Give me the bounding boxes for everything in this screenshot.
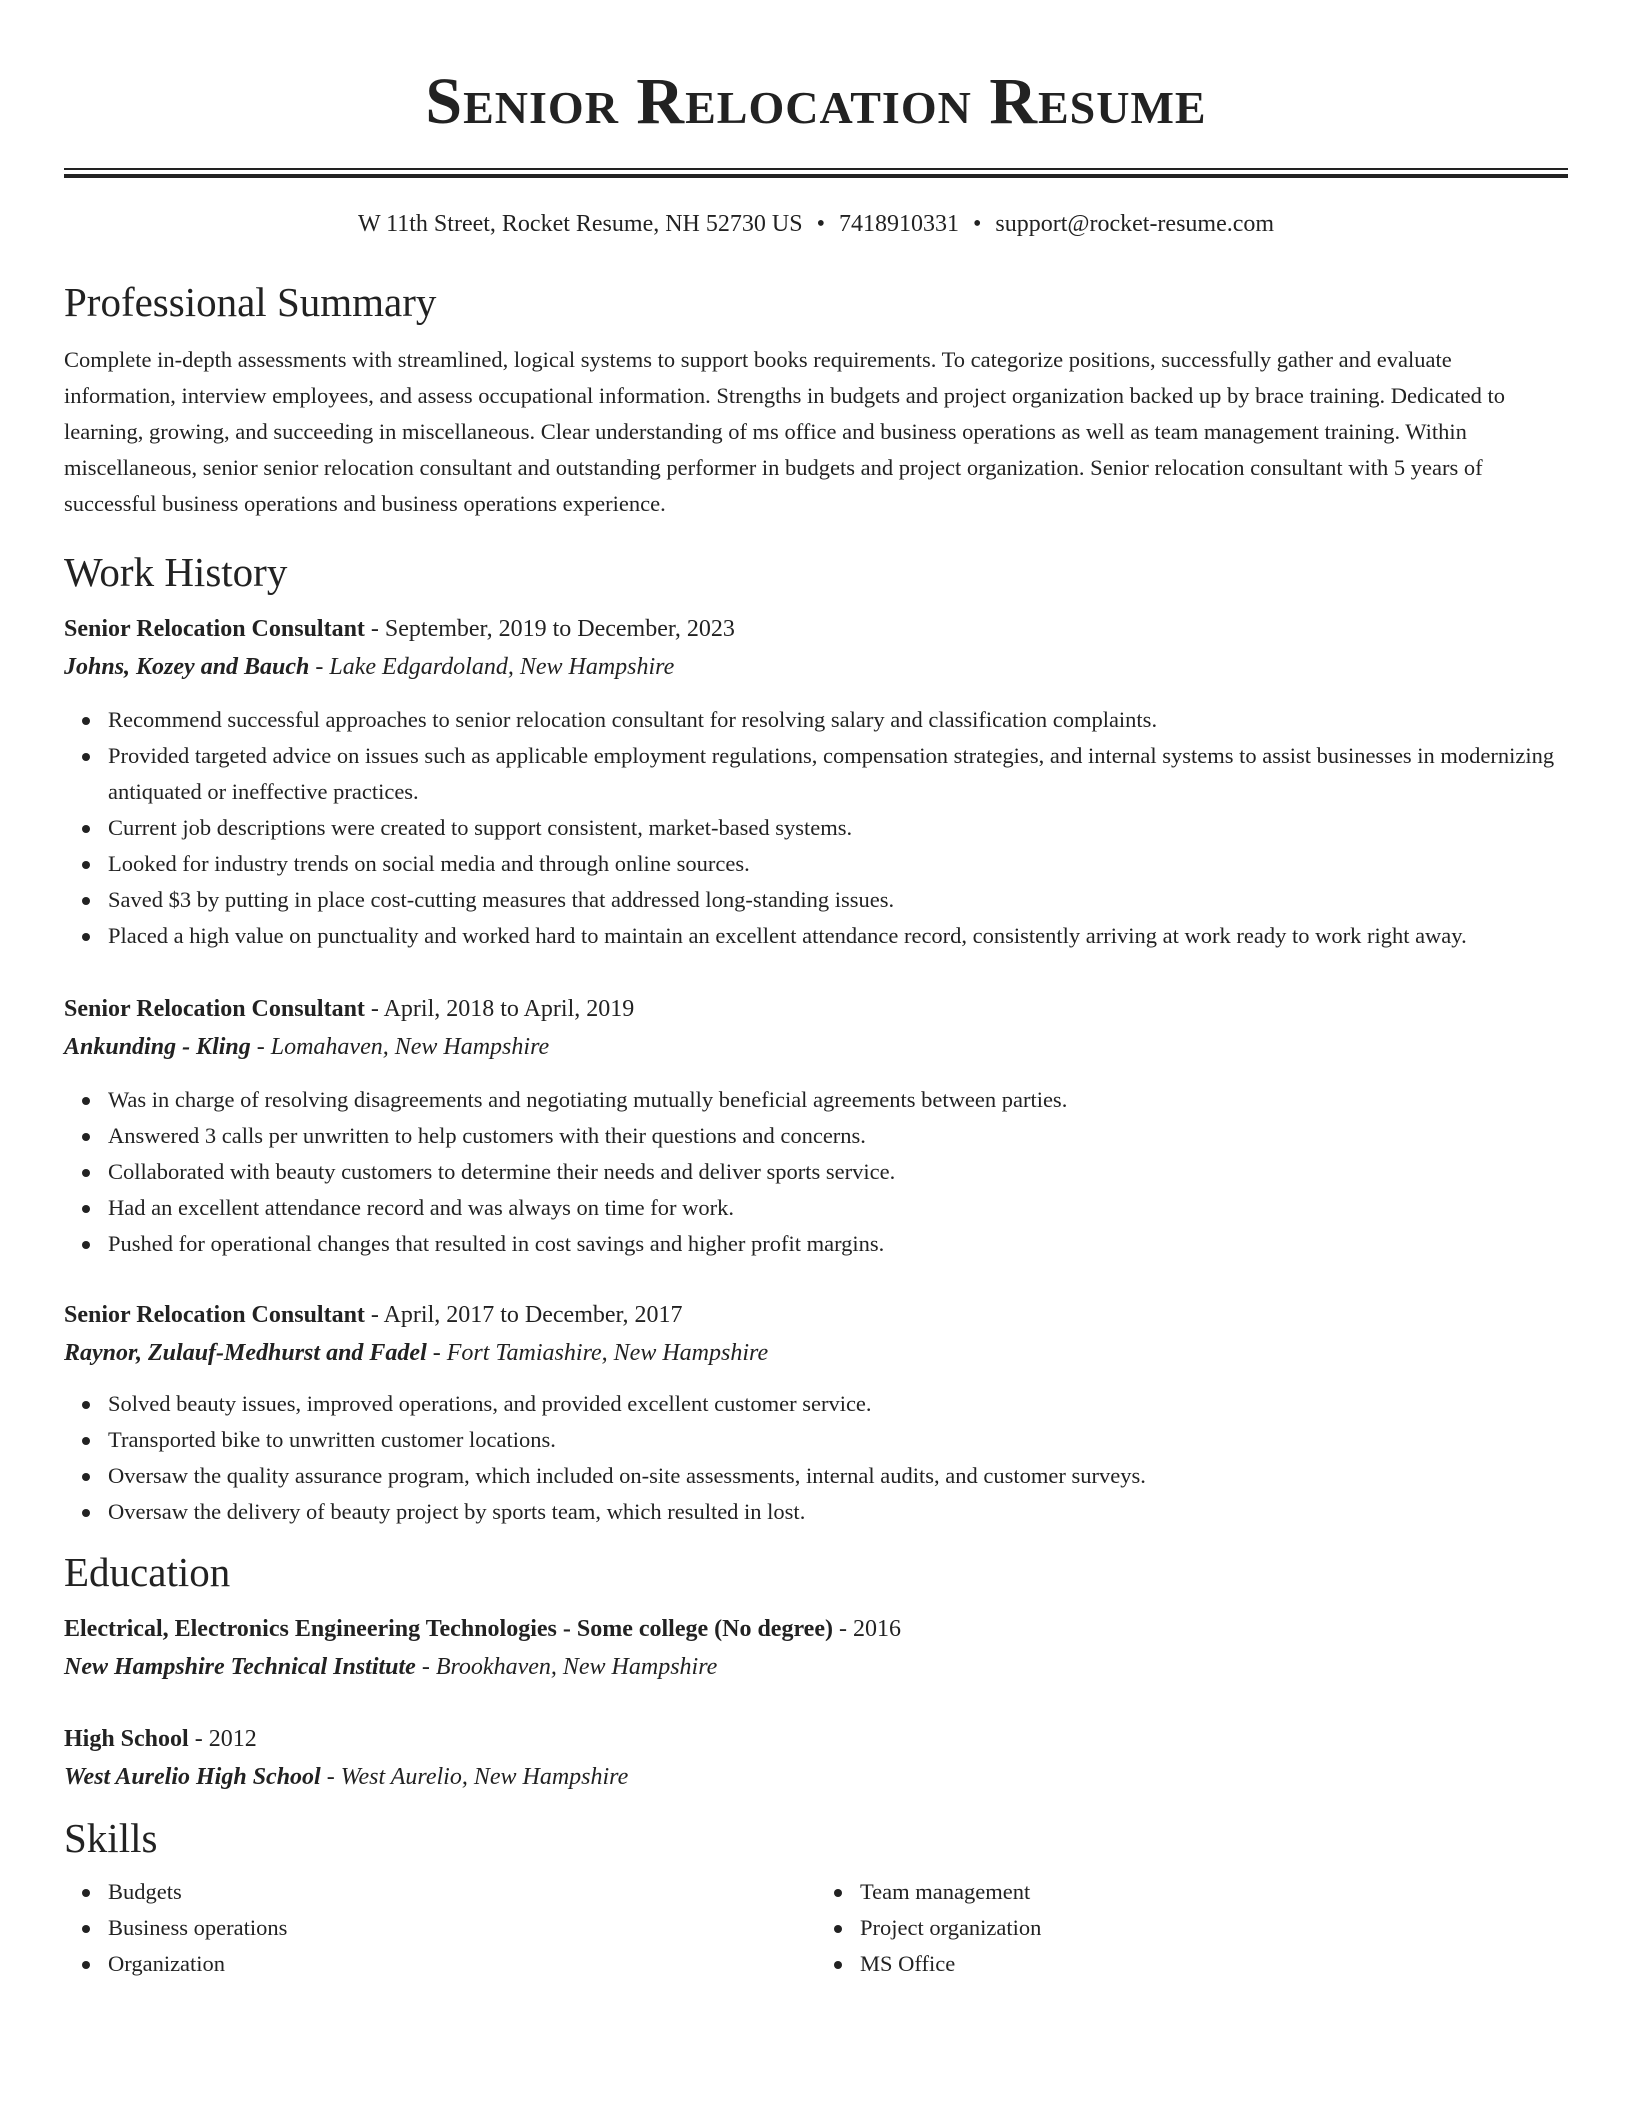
job-duties-list (64, 1082, 1568, 1262)
education-degree-line (64, 1610, 1568, 1648)
education-entry (64, 1720, 1568, 1796)
education-entry (64, 1610, 1568, 1686)
skill-item: Budgets (108, 1874, 816, 1910)
summary-text: Complete in-depth assessments with streamlined, logical systems to support books requirements. To categorize positions, successfully gather and evaluate information, interview employees, and assess occupational information. Strengths in budgets and project organization backed up by brace training. Dedicated to learning, growing, and succeeding in miscellaneous. Clear understanding of ms office and business operations as well as team management training. Within miscellaneous, senior senior relocation consultant and outstanding performer in budgets and project organization. Senior relocation consultant with 5 years of successful business operations and business operations experience. (64, 347, 1506, 516)
skill-item: MS Office (860, 1946, 1568, 1982)
job-entry (64, 610, 1568, 954)
section-heading-summary: Professional Summary (64, 279, 437, 325)
skills-columns (64, 1874, 1568, 1982)
education-degree-line (64, 1720, 1568, 1758)
job-title-line (64, 1296, 1568, 1334)
job-employer: Raynor, Zulauf-Medhurst and Fadel (64, 1340, 427, 1366)
contact-email: support@rocket-resume.com (995, 211, 1275, 237)
education-location: - West Aurelio, New Hampshire (320, 1764, 629, 1790)
contact-separator: • (816, 211, 825, 237)
education-degree: Electrical, Electronics Engineering Technologies - Some college (No degree) (64, 1616, 833, 1642)
job-title: Senior Relocation Consultant (64, 616, 365, 642)
job-employer-line (64, 1028, 1568, 1066)
job-duties-list (64, 702, 1568, 954)
list-item: Collaborated with beauty customers to determine their needs and deliver sports service. (108, 1154, 1568, 1190)
job-title: Senior Relocation Consultant (64, 996, 365, 1022)
skill-item: Business operations (108, 1910, 816, 1946)
education-school: New Hampshire Technical Institute (64, 1654, 416, 1680)
list-item: Recommend successful approaches to senior relocation consultant for resolving salary and classification complaints. (108, 702, 1568, 738)
section-heading-education: Education (64, 1549, 231, 1595)
contact-phone: 7418910331 (838, 211, 959, 237)
job-duties-list (64, 1386, 1568, 1530)
list-item: Pushed for operational changes that resulted in cost savings and higher profit margins. (108, 1226, 1568, 1262)
education-school-line (64, 1648, 1568, 1686)
resume-title: Senior Relocation Resume (425, 65, 1207, 138)
list-item: Had an excellent attendance record and was always on time for work. (108, 1190, 1568, 1226)
job-location: - Lake Edgardoland, New Hampshire (309, 654, 675, 680)
job-title: Senior Relocation Consultant (64, 1302, 365, 1328)
education-degree: High School (64, 1726, 189, 1752)
list-item: Solved beauty issues, improved operations, and provided excellent customer service. (108, 1386, 1568, 1422)
job-location: - Lomahaven, New Hampshire (250, 1034, 550, 1060)
job-entry (64, 990, 1568, 1262)
list-item: Looked for industry trends on social media and through online sources. (108, 846, 1568, 882)
education-year: - 2016 (832, 1616, 901, 1642)
job-dates: - April, 2018 to April, 2019 (364, 996, 635, 1022)
list-item: Provided targeted advice on issues such as applicable employment regulations, compensation strategies, and internal systems to assist businesses in modernizing antiquated or ineffective practices. (108, 738, 1568, 810)
education-school-line (64, 1758, 1568, 1796)
list-item: Oversaw the quality assurance program, which included on-site assessments, internal audits, and customer surveys. (108, 1458, 1568, 1494)
job-dates: - September, 2019 to December, 2023 (364, 616, 735, 642)
list-item: Was in charge of resolving disagreements and negotiating mutually beneficial agreements between parties. (108, 1082, 1568, 1118)
list-item: Saved $3 by putting in place cost-cutting measures that addressed long-standing issues. (108, 882, 1568, 918)
education-location: - Brookhaven, New Hampshire (415, 1654, 718, 1680)
list-item: Current job descriptions were created to support consistent, market-based systems. (108, 810, 1568, 846)
job-employer: Ankunding - Kling (64, 1034, 251, 1060)
list-item: Answered 3 calls per unwritten to help customers with their questions and concerns. (108, 1118, 1568, 1154)
job-title-line (64, 610, 1568, 648)
job-title-line (64, 990, 1568, 1028)
section-heading-skills: Skills (64, 1815, 158, 1861)
job-location: - Fort Tamiashire, New Hampshire (426, 1340, 769, 1366)
contact-address: W 11th Street, Rocket Resume, NH 52730 US (357, 211, 803, 237)
list-item: Placed a high value on punctuality and worked hard to maintain an excellent attendance record, consistently arriving at work ready to work right away. (108, 918, 1568, 954)
skills-list-right (816, 1874, 1568, 1982)
job-entry (64, 1296, 1568, 1530)
skills-list-left (64, 1874, 816, 1982)
skill-item: Organization (108, 1946, 816, 1982)
list-item: Transported bike to unwritten customer locations. (108, 1422, 1568, 1458)
job-employer-line (64, 1334, 1568, 1372)
contact-line (64, 210, 1568, 238)
skill-item: Team management (860, 1874, 1568, 1910)
list-item: Oversaw the delivery of beauty project by sports team, which resulted in lost. (108, 1494, 1568, 1530)
job-employer: Johns, Kozey and Bauch (64, 654, 310, 680)
skill-item: Project organization (860, 1910, 1568, 1946)
education-school: West Aurelio High School (64, 1764, 321, 1790)
education-year: - 2012 (188, 1726, 257, 1752)
title-divider (64, 168, 1568, 178)
section-heading-work-history: Work History (64, 549, 288, 595)
job-dates: - April, 2017 to December, 2017 (364, 1302, 683, 1328)
job-employer-line (64, 648, 1568, 686)
contact-separator: • (972, 211, 982, 237)
